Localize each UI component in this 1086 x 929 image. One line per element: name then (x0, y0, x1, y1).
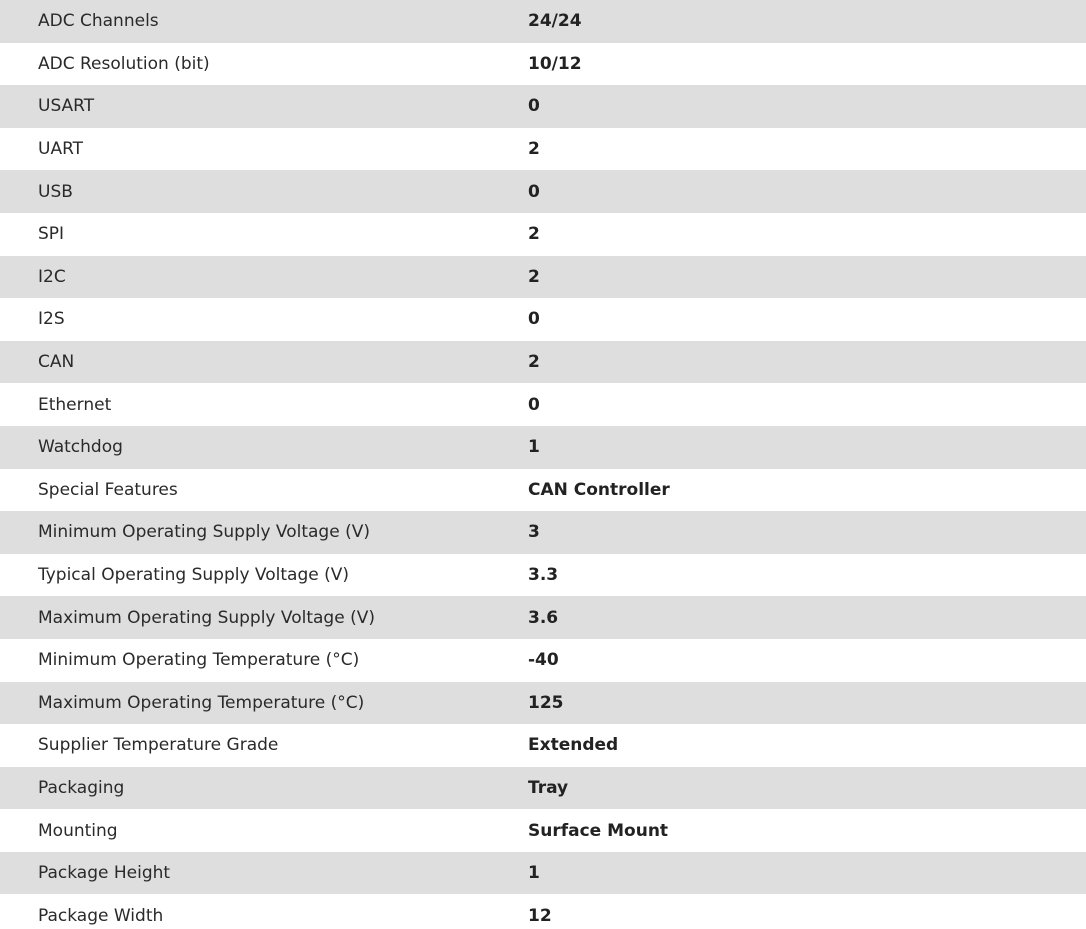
spec-row (0, 809, 1086, 852)
spec-label: Package Height (38, 863, 171, 884)
spec-value: 0 (528, 96, 540, 117)
spec-row (0, 894, 1086, 929)
spec-value: 3 (528, 522, 540, 543)
spec-row (0, 85, 1086, 128)
spec-row (0, 0, 1086, 43)
spec-label: Packaging (38, 777, 125, 798)
spec-label: Maximum Operating Supply Voltage (V) (38, 607, 375, 628)
spec-label: Minimum Operating Temperature (°C) (38, 650, 360, 671)
spec-label: Ethernet (38, 394, 112, 415)
spec-row (0, 426, 1086, 469)
spec-label: I2S (38, 309, 65, 330)
spec-value: 0 (528, 309, 540, 330)
spec-value: 125 (528, 692, 564, 713)
spec-label: ADC Resolution (bit) (38, 53, 210, 74)
spec-label: Supplier Temperature Grade (38, 735, 279, 756)
spec-label: Mounting (38, 820, 118, 841)
spec-value: 2 (528, 224, 540, 245)
spec-label: CAN (38, 352, 75, 373)
spec-value: Tray (528, 777, 569, 798)
spec-row (0, 682, 1086, 725)
spec-value: -40 (528, 650, 559, 671)
spec-label: Minimum Operating Supply Voltage (V) (38, 522, 370, 543)
spec-value: 10/12 (528, 53, 582, 74)
spec-value: 24/24 (528, 11, 582, 32)
spec-row (0, 128, 1086, 171)
spec-row (0, 341, 1086, 384)
spec-value: Extended (528, 735, 619, 756)
spec-label: I2C (38, 266, 66, 287)
spec-value: 0 (528, 181, 540, 202)
spec-row (0, 256, 1086, 299)
spec-value: 3.3 (528, 565, 559, 586)
spec-row (0, 298, 1086, 341)
spec-label: Maximum Operating Temperature (°C) (38, 692, 365, 713)
spec-label: Watchdog (38, 437, 123, 458)
spec-row (0, 43, 1086, 86)
spec-value: CAN Controller (528, 479, 670, 500)
spec-value: 0 (528, 394, 540, 415)
spec-row (0, 213, 1086, 256)
spec-label: USART (38, 96, 95, 117)
spec-row (0, 554, 1086, 597)
spec-row (0, 852, 1086, 895)
spec-value: 3.6 (528, 607, 559, 628)
spec-value: 1 (528, 437, 540, 458)
spec-label: Typical Operating Supply Voltage (V) (38, 565, 349, 586)
spec-label: Special Features (38, 479, 178, 500)
spec-row (0, 639, 1086, 682)
spec-row (0, 511, 1086, 554)
spec-value: 1 (528, 863, 540, 884)
spec-value: 2 (528, 266, 540, 287)
spec-label: ADC Channels (38, 11, 159, 32)
spec-value: Surface Mount (528, 820, 669, 841)
spec-value: 2 (528, 139, 540, 160)
spec-row (0, 469, 1086, 512)
spec-label: Package Width (38, 905, 164, 926)
spec-row (0, 383, 1086, 426)
spec-label: USB (38, 181, 73, 202)
spec-row (0, 170, 1086, 213)
spec-row (0, 596, 1086, 639)
spec-label: SPI (38, 224, 65, 245)
spec-row (0, 767, 1086, 810)
spec-value: 12 (528, 905, 552, 926)
spec-row (0, 724, 1086, 767)
spec-label: UART (38, 139, 84, 160)
spec-value: 2 (528, 352, 540, 373)
